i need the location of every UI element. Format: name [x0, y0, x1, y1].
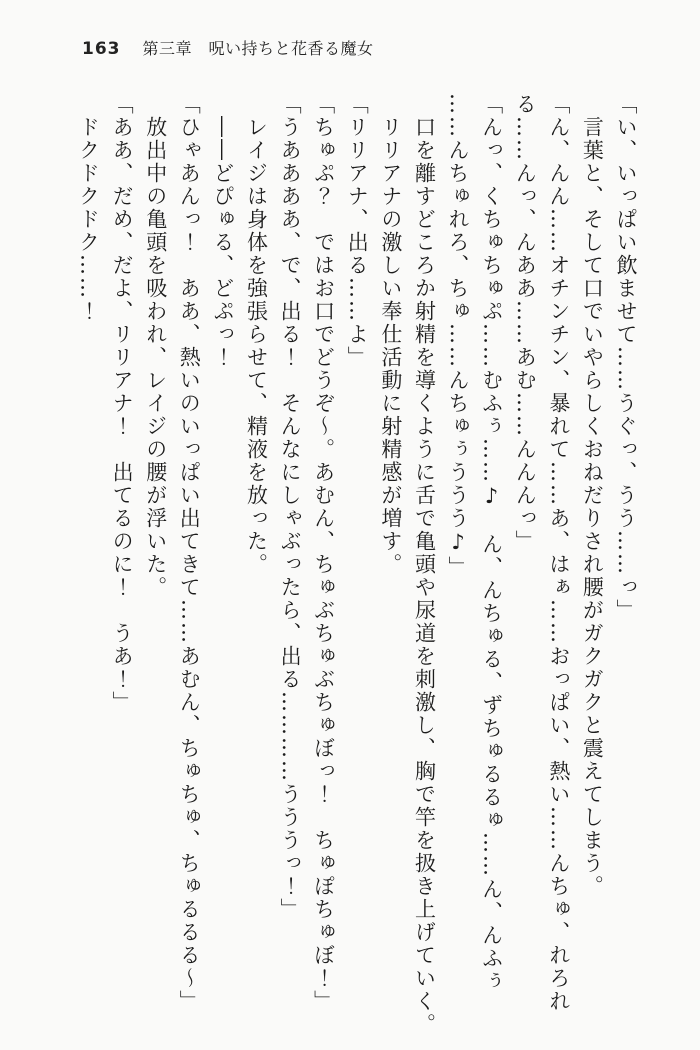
text-line-1: 「い、いっぱい飲ませて……うぐっ、うう……っ」	[614, 93, 638, 622]
text-line-6: ……んちゅれろ、ちゅ……んちゅぅううう♪」	[446, 93, 471, 579]
text-line-3: 「ん、んん……オチンチン、暴れて……あ、はぁ……おっぱい、熱い……んちゅ、れろれ	[546, 93, 571, 1013]
text-line-8: リリアナの激しい奉仕活動に射精感が増す。	[378, 93, 403, 576]
chapter-title: 第三章 呪い持ちと花香る魔女	[142, 39, 374, 58]
text-line-11: 「うああああ、で、出る！ そんなにしゃぶったら、出る…………うううっ！」	[278, 93, 303, 921]
page-number: 163	[82, 39, 121, 59]
text-line-7: 口を離すどころか射精を導くように舌で亀頭や尿道を刺激し、胸で竿を扱き上げていく。	[412, 93, 437, 1036]
text-line-5: 「んっ、くちゅちゅぷ……むふぅ……♪ ん、んちゅる、ずちゅるるゅ……ん、んふぅ	[479, 93, 504, 993]
text-line-15: 放出中の亀頭を吸われ、レイジの腰が浮いた。	[143, 93, 168, 599]
body-text	[67, 93, 642, 1043]
text-line-4: る……んっ、んああ……あむ……んんんっ」	[513, 93, 538, 553]
text-line-14: 「ひゃあんっ！ ああ、熱いのいっぱい出てきて……あむん、ちゅちゅ、ちゅるるる～」	[177, 93, 202, 1013]
text-line-17: ドクドクドク……！	[76, 93, 101, 323]
text-line-10: 「ちゅぷ？ ではお口でどうぞ～。あむん、ちゅぶちゅぶちゅぼっ！ ちゅぽちゅぼ！」	[311, 93, 336, 1013]
page-header	[82, 36, 374, 59]
text-line-13: ――どぴゅる、どぷっ！	[210, 93, 235, 369]
text-line-16: 「ああ、だめ、だよ、リリアナ！ 出てるのに！ うあ！」	[110, 93, 135, 714]
text-line-2: 言葉と、そして口でいやらしくおねだりされ腰がガクガクと震えてしまう。	[580, 93, 605, 898]
text-line-9: 「リリアナ、出る……よ」	[345, 93, 370, 369]
text-line-12: レイジは身体を強張らせて、精液を放った。	[244, 93, 269, 576]
